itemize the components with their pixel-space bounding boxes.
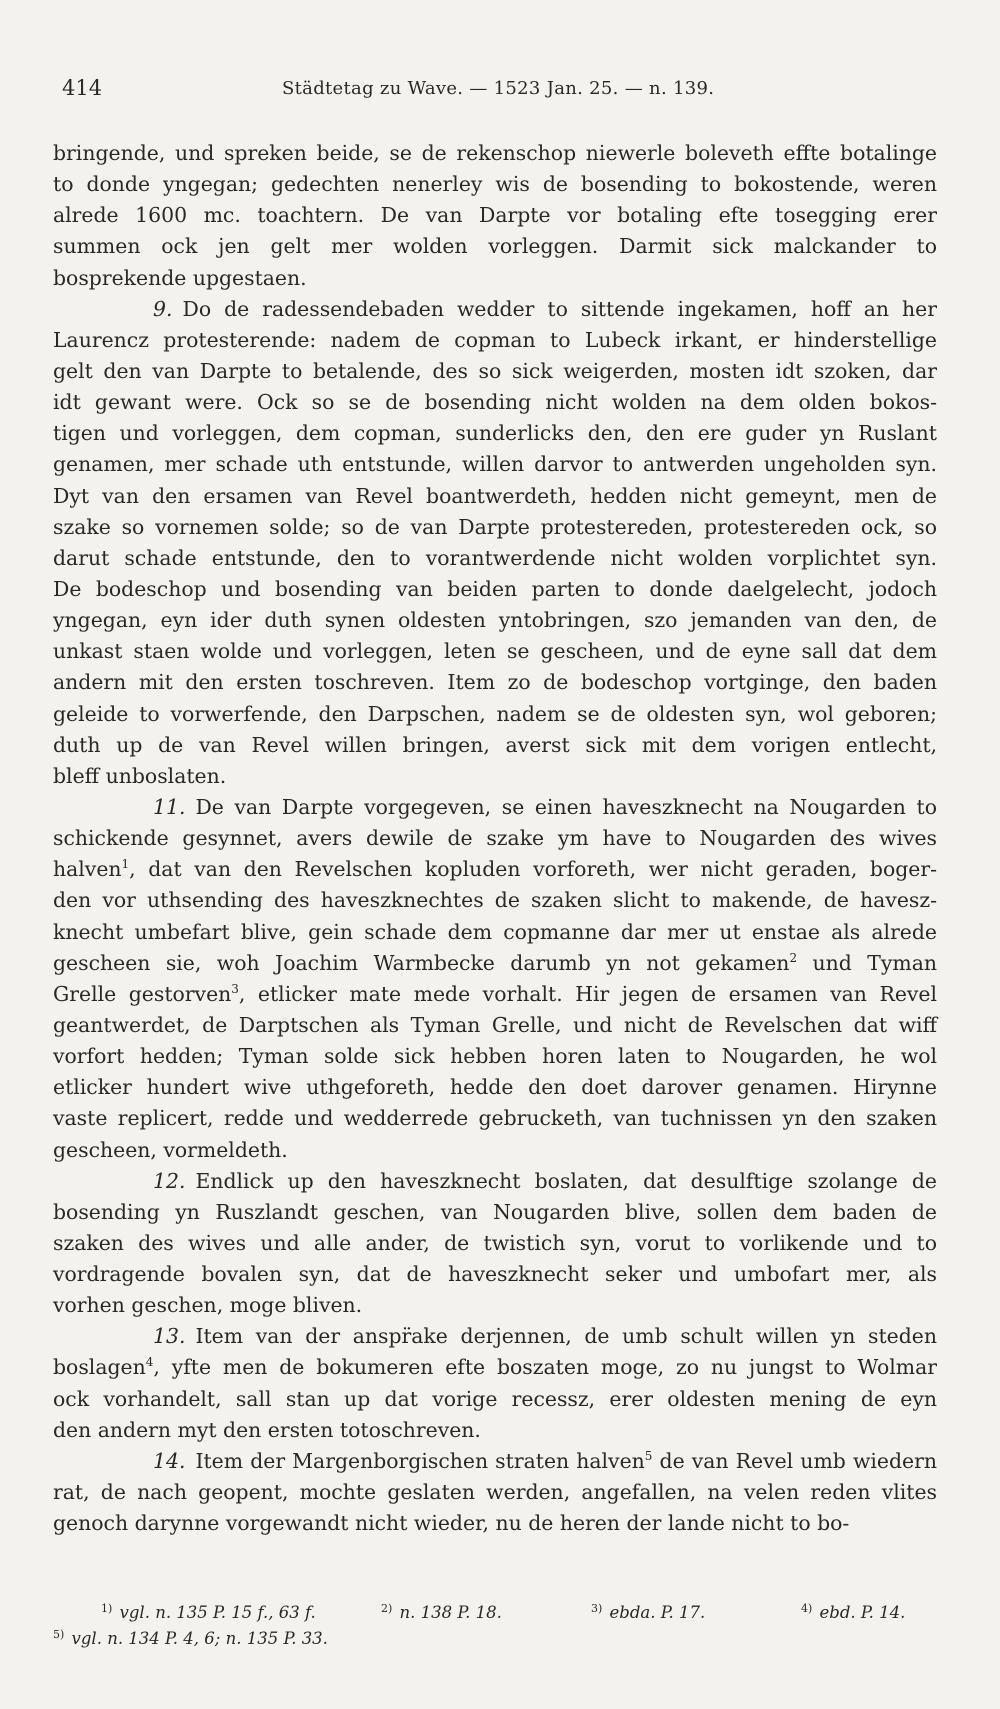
line-text: geleide to vorwerfende, den Darpschen, nadem se de oldesten syn, wol geboren; <box>53 701 937 726</box>
text-line <box>53 1010 937 1041</box>
line-text: Item der Margenborgischen straten halven$^5$ de van Revel umb wiedern <box>195 1448 937 1473</box>
line-text: ock vorhandelt, sall stan up dat vorige recessz, erer oldesten mening de eyn <box>53 1386 937 1411</box>
text-line <box>53 231 937 262</box>
line-text: Laurencz protesterende: nadem de copman to Lubeck irkant, er hinderstellige <box>53 327 937 352</box>
text-line <box>53 418 937 449</box>
footnote-mark: 2) <box>381 1602 393 1615</box>
text-line <box>53 1415 937 1446</box>
line-text: andern mit den ersten toschreven. Item zo de bodeschop vortginge, den baden <box>53 670 937 695</box>
line-text: Grelle gestorven$^3$, etlicker mate mede vorhalt. Hir jegen de ersamen van Revel <box>53 981 937 1006</box>
running-title: Städtetag zu Wave. — 1523 Jan. 25. — n. 139. <box>282 78 715 99</box>
text-line <box>53 1352 937 1383</box>
line-text: vaste replicert, redde und wedderrede gebrucketh, van tuchnissen yn den szaken <box>53 1106 937 1131</box>
line-text: De bodeschop und bosending van beiden parten to donde daelgelecht, jodoch <box>53 576 937 601</box>
line-text: halven$^1$, dat van den Revelschen kopluden vorforeth, wer nicht geraden, boger- <box>53 857 937 882</box>
line-text: boslagen$^4$, yfte men de bokumeren efte boszaten moge, zo nu jungst to Wolmar <box>53 1355 937 1380</box>
text-line <box>53 512 937 543</box>
paragraph-number: 13. <box>153 1324 186 1349</box>
text-line <box>53 263 937 294</box>
text-line <box>53 449 937 480</box>
text-line <box>53 169 937 200</box>
footnote-3 <box>591 1600 705 1626</box>
line-text: Item van der anspr̈ake derjennen, de umb schult willen yn steden <box>195 1324 937 1349</box>
line-text: yngegan, eyn ider duth synen oldesten yntobringen, szo jemanden van den, de <box>53 608 937 633</box>
text-line <box>53 823 937 854</box>
text-line <box>53 138 937 169</box>
line-text: duth up de van Revel willen bringen, averst sick mit dem vorigen entlecht, <box>53 732 937 757</box>
text-line <box>53 1508 937 1539</box>
text-line <box>53 1197 937 1228</box>
line-text: unkast staen wolde und vorleggen, leten se gescheen, und de eyne sall dat dem <box>53 639 937 664</box>
text-line <box>53 917 937 948</box>
text-line <box>53 761 937 792</box>
text-line <box>53 885 937 916</box>
footnote-mark: 4) <box>801 1602 813 1615</box>
line-text: genamen, mer schade uth entstunde, willen darvor to antwerden ungeholden syn. <box>53 452 937 477</box>
line-text: summen ock jen gelt mer wolden vorleggen. Darmit sick malckander to <box>53 234 937 259</box>
line-text: Endlick up den haveszknecht boslaten, dat desulftige szolange de <box>195 1168 937 1193</box>
text-line <box>53 481 937 512</box>
footnote-text: ebda. P. 17. <box>604 1603 706 1622</box>
footnote-text: n. 138 P. 18. <box>394 1603 502 1622</box>
text-line <box>53 1041 937 1072</box>
text-line <box>53 356 937 387</box>
text-line <box>53 948 937 979</box>
footnote-mark: 5) <box>53 1628 65 1641</box>
footnote-row <box>53 1626 937 1652</box>
paragraph-number: 11. <box>153 794 186 819</box>
line-text: den vor uthsending des haveszknechtes de szaken slicht to makende, de havesz- <box>53 888 937 913</box>
line-text: alrede 1600 mc. toachtern. De van Darpte vor botaling efte tosegging erer <box>53 203 937 228</box>
text-line <box>53 387 937 418</box>
text-line <box>53 294 937 325</box>
text-line <box>53 1477 937 1508</box>
line-text: gelt den van Darpte to betalende, des so sick weigerden, mosten idt szoken, dar <box>53 358 937 383</box>
paragraph-number: 12. <box>153 1168 186 1193</box>
text-line <box>53 325 937 356</box>
footnote-row <box>53 1600 937 1626</box>
line-text: darut schade entstunde, den to vorantwerdende nicht wolden vorplichtet syn. <box>53 545 937 570</box>
footnote-mark: 3) <box>591 1602 603 1615</box>
line-text: etlicker hundert wive uthgeforeth, hedde den doet darover genamen. Hirynne <box>53 1075 937 1100</box>
line-text: szaken des wives und alle ander, de twistich syn, vorut to vorlikende und to <box>53 1230 937 1255</box>
line-text: bringende, und spreken beide, se de rekenschop niewerle boleveth effte botalinge <box>53 141 937 165</box>
line-text: rat, de nach geopent, mochte geslaten werden, angefallen, na velen reden vlites <box>53 1480 937 1505</box>
line-text: Dyt van den ersamen van Revel boantwerdeth, hedden nicht gemeynt, men de <box>53 483 937 508</box>
line-text: De van Darpte vorgegeven, se einen haveszknecht na Nougarden to <box>195 794 937 819</box>
text-line <box>53 1103 937 1134</box>
footnote-text: vgl. n. 134 P. 4, 6; n. 135 P. 33. <box>66 1629 328 1648</box>
body-text <box>53 138 937 1539</box>
text-line <box>53 1290 937 1321</box>
line-text: bosprekende upgestaen. <box>53 265 307 290</box>
line-text: den andern myt den ersten totoschreven. <box>53 1417 481 1442</box>
footnote-text: ebd. P. 14. <box>814 1603 906 1622</box>
page-number: 414 <box>62 76 103 100</box>
footnote-2 <box>381 1600 502 1626</box>
text-line <box>53 636 937 667</box>
line-text: vorhen geschen, moge bliven. <box>53 1293 363 1318</box>
text-line <box>53 730 937 761</box>
line-text: idt gewant were. Ock so se de bosending nicht wolden na dem olden bokos- <box>53 390 937 415</box>
line-text: genoch darynne vorgewandt nicht wieder, nu de heren der lande nicht to bo- <box>53 1511 850 1536</box>
text-line <box>53 1228 937 1259</box>
text-line <box>53 1259 937 1290</box>
text-line <box>53 699 937 730</box>
footnote-1 <box>101 1600 316 1626</box>
line-text: tigen und vorleggen, dem copman, sunderlicks den, den ere guder yn Ruslant <box>53 421 937 446</box>
text-line <box>53 979 937 1010</box>
text-line <box>53 543 937 574</box>
line-text: vorfort hedden; Tyman solde sick hebben horen laten to Nougarden, he wol <box>53 1044 937 1069</box>
line-text: to donde yngegan; gedechten nenerley wis de bosending to bokostende, weren <box>53 172 937 197</box>
line-text: szake so vornemen solde; so de van Darpte protestereden, protestereden ock, so <box>53 514 937 539</box>
line-text: gescheen, vormeldeth. <box>53 1137 288 1162</box>
footnote-4 <box>801 1600 905 1626</box>
text-line <box>53 605 937 636</box>
text-line <box>53 1166 937 1197</box>
paragraph-number: 9. <box>153 296 173 321</box>
text-line <box>53 1072 937 1103</box>
line-text: Do de radessendebaden wedder to sittende ingekamen, hoff an her <box>182 296 937 321</box>
line-text: schickende gesynnet, avers dewile de szake ym have to Nougarden des wives <box>53 826 937 851</box>
footnote-text: vgl. n. 135 P. 15 f., 63 f. <box>114 1603 316 1622</box>
text-line <box>53 1321 937 1352</box>
line-text: gescheen sie, woh Joachim Warmbecke darumb yn not gekamen$^2$ und Tyman <box>53 950 937 975</box>
text-line <box>53 667 937 698</box>
footnote-5 <box>53 1626 328 1652</box>
text-line <box>53 574 937 605</box>
paragraph-number: 14. <box>153 1448 186 1473</box>
text-line <box>53 1446 937 1477</box>
line-text: bosending yn Ruszlandt geschen, van Nougarden blive, sollen dem baden de <box>53 1199 937 1224</box>
text-line <box>53 200 937 231</box>
text-line <box>53 1384 937 1415</box>
line-text: geantwerdet, de Darptschen als Tyman Grelle, und nicht de Revelschen dat wiff <box>53 1012 937 1037</box>
footnotes <box>53 1600 937 1652</box>
text-line <box>53 854 937 885</box>
page-header <box>58 76 938 106</box>
line-text: bleff unboslaten. <box>53 763 227 788</box>
line-text: vordragende bovalen syn, dat de haveszknecht seker und umbofart mer, als <box>53 1262 937 1287</box>
footnote-mark: 1) <box>101 1602 113 1615</box>
text-line <box>53 792 937 823</box>
line-text: knecht umbefart blive, gein schade dem copmanne dar mer ut enstae als alrede <box>53 919 937 944</box>
text-line <box>53 1135 937 1166</box>
